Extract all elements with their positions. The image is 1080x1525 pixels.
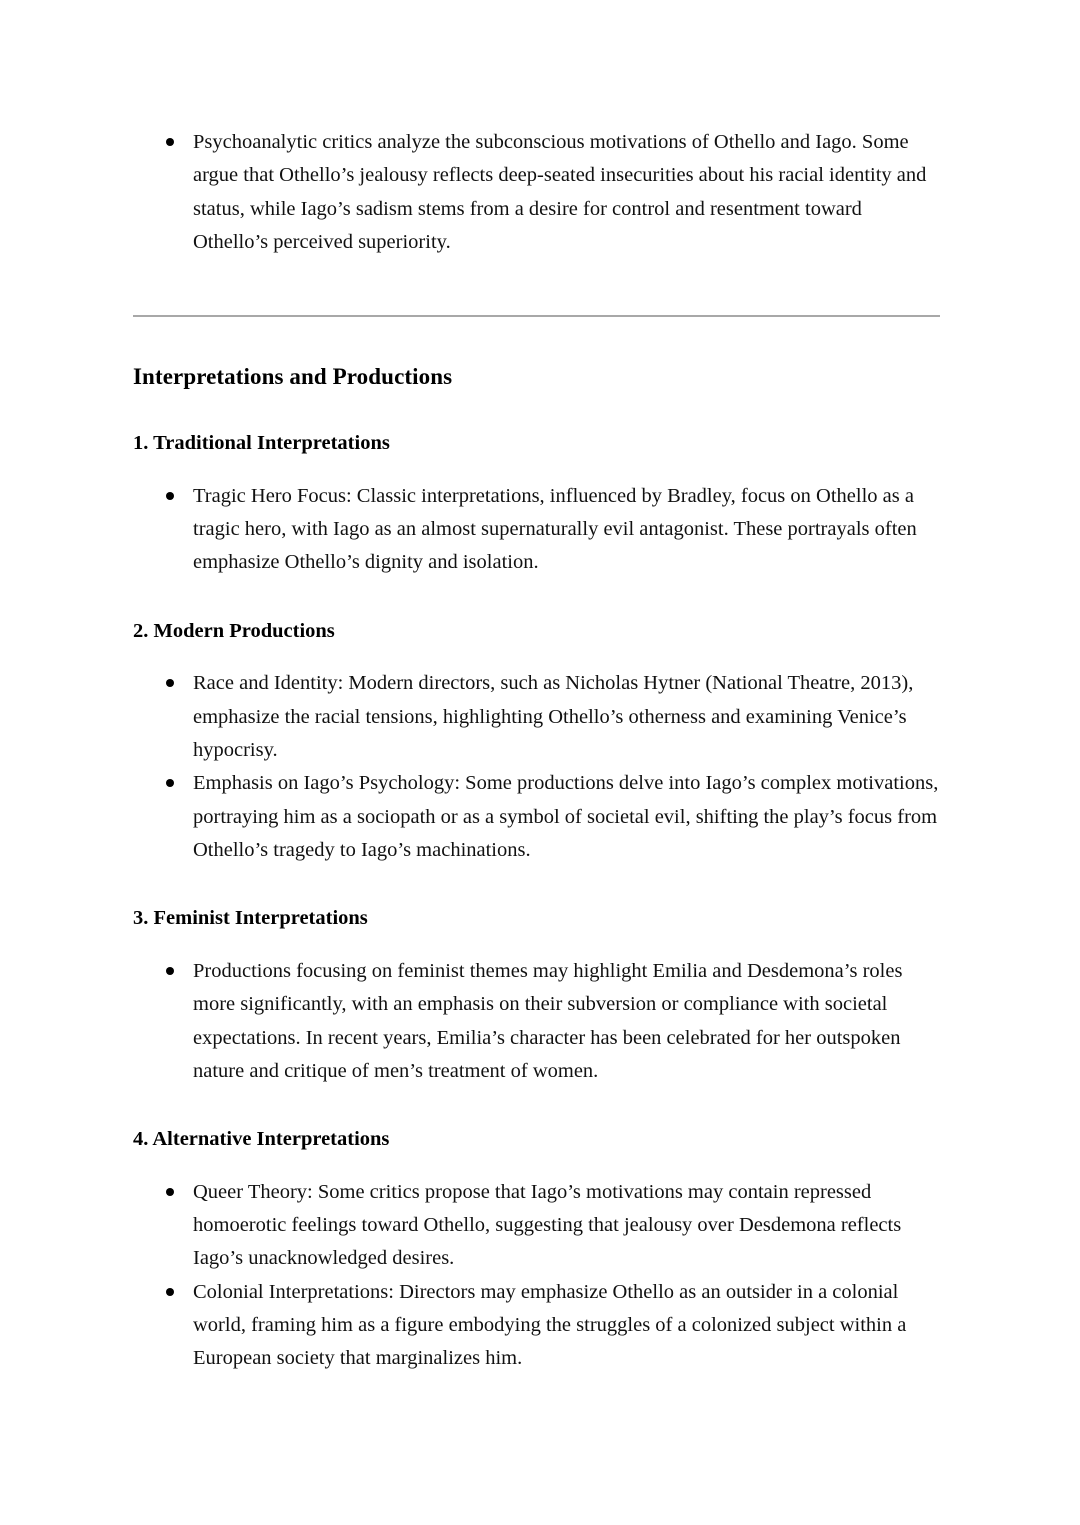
list-item-text: Race and Identity: Modern directors, such as Nicholas Hytner (National Theatre, 2013), emphasize the racial tensions, highlighting Othello’s otherness and examining Venice’s hypocrisy. <box>193 672 914 761</box>
bullet-dot-icon <box>166 967 174 975</box>
list-item-text: Colonial Interpretations: Directors may emphasize Othello as an outsider in a colonial world, framing him as a figure embodying the struggles of a colonized subject within a European society that marginalizes him. <box>193 1280 907 1370</box>
list-item <box>133 126 940 259</box>
bullet-dot-icon <box>166 138 174 146</box>
bullet-dot-icon <box>166 1188 174 1196</box>
bullet-list <box>133 1176 940 1376</box>
list-item <box>133 667 940 767</box>
list-item <box>133 1176 940 1276</box>
section-feminist-interpretations <box>133 905 940 1088</box>
bullet-dot-icon <box>166 492 174 500</box>
list-item-text: Tragic Hero Focus: Classic interpretations, influenced by Bradley, focus on Othello as a tragic hero, with Iago as an almost supernaturally evil antagonist. These portrayals often emphasize Othello’s dignity and isolation. <box>193 484 917 574</box>
section-divider-wrap <box>133 315 940 317</box>
section-heading: 2. Modern Productions <box>133 619 335 642</box>
bullet-dot-icon <box>166 679 174 687</box>
bullet-list <box>133 667 940 867</box>
page-title: Interpretations and Productions <box>133 364 453 390</box>
bullet-dot-icon <box>166 779 174 787</box>
section-heading: 3. Feminist Interpretations <box>133 907 368 930</box>
section-heading-wrap <box>133 1126 940 1153</box>
section-list-wrap <box>133 1176 940 1376</box>
section-list-wrap <box>133 480 940 580</box>
bullet-dot-icon <box>166 1288 174 1296</box>
section-heading: 4. Alternative Interpretations <box>133 1128 390 1151</box>
bullet-list <box>133 480 940 580</box>
bullet-list <box>133 955 940 1088</box>
section-heading: 1. Traditional Interpretations <box>133 432 390 455</box>
section-list-wrap <box>133 667 940 867</box>
section-modern-productions <box>133 618 940 868</box>
section-heading-wrap <box>133 430 940 457</box>
list-item-text: Queer Theory: Some critics propose that Iago’s motivations may contain repressed homoerotic feelings toward Othello, suggesting that jealousy over Desdemona reflects Iago’s unacknowledged desires. <box>193 1180 902 1270</box>
page-title-wrap <box>133 362 940 392</box>
list-item <box>133 767 940 867</box>
document-content <box>133 126 940 1376</box>
section-list-wrap <box>133 955 940 1088</box>
horizontal-rule <box>133 315 940 317</box>
list-item <box>133 955 940 1088</box>
list-item-text: Psychoanalytic critics analyze the subconscious motivations of Othello and Iago. Some argue that Othello’s jealousy reflects deep-seated insecurities about his racial identity and status, while Iago’s sadism stems from a desire for control and resentment toward Othello’s perceived superiority. <box>193 131 927 253</box>
list-item <box>133 1276 940 1376</box>
section-traditional-interpretations <box>133 430 940 580</box>
section-heading-wrap <box>133 905 940 932</box>
list-item-text: Emphasis on Iago’s Psychology: Some productions delve into Iago’s complex motivations, portraying him as a sociopath or as a symbol of societal evil, shifting the play’s focus from Othello’s tragedy to Iago’s machinations. <box>193 772 939 861</box>
list-item-text: Productions focusing on feminist themes may highlight Emilia and Desdemona’s roles more significantly, with an emphasis on their subversion or compliance with societal expectations. In recent years, Emilia’s character has been celebrated for her outspoken nature and critique of men’s treatment of women. <box>193 959 903 1082</box>
section-alternative-interpretations <box>133 1126 940 1376</box>
section-heading-wrap <box>133 618 940 645</box>
lead-bullet-list <box>133 126 940 259</box>
list-item <box>133 480 940 580</box>
